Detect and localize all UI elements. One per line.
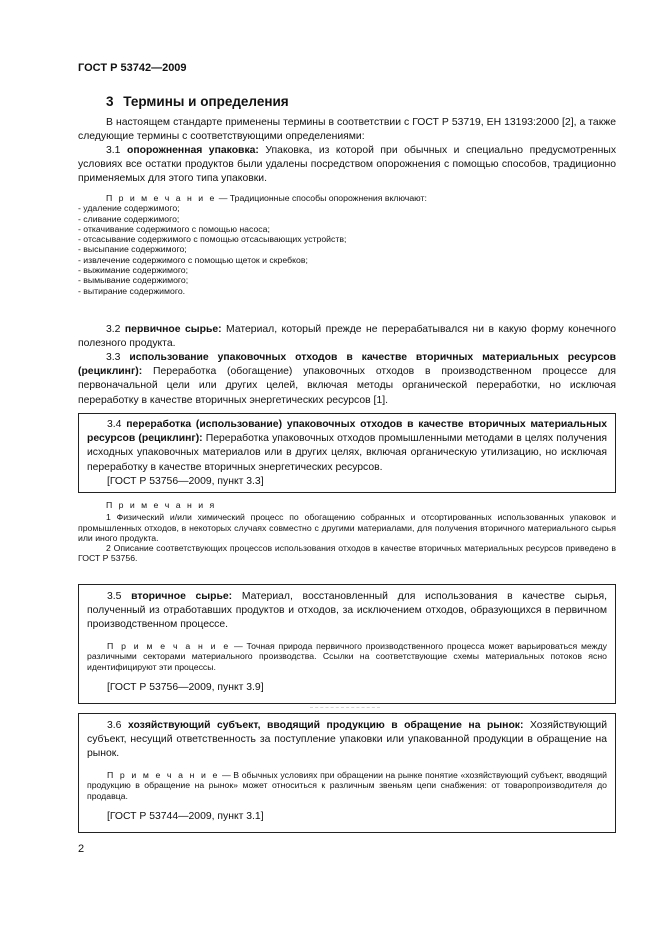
term-name: хозяйствующий субъект, вводящий продукцию в обращение на рынок: (127, 720, 524, 731)
term-definition: Переработка упаковочных отходов промышленными методами в целях получения исходных упаковочных материалов или в других целях, включая органическую утилизацию, но исключая переработку в качестве вторичных энергетических ресурсов. (87, 433, 608, 473)
document-header: ГОСТ Р 53742—2009 (78, 62, 187, 74)
note-2: 2 Описание соответствующих процессов использования отходов в качестве вторичных материальных ресурсов приведено в ГОСТ Р 53756. (78, 543, 616, 564)
term-3-2 (78, 323, 616, 351)
term-3-5-ref (87, 681, 607, 695)
section-heading (106, 94, 289, 109)
term-definition: Упаковка, из которой при обычных и специально предусмотренных условиях все остатки продуктов были удалены посредством опорожнения с помощью способов, традиционно применяемых для этого типа упаковки. (78, 145, 617, 185)
term-number: 3.1 (106, 145, 121, 156)
term-number: 3.4 (107, 419, 122, 430)
term-number: 3.6 (107, 720, 122, 731)
intro-paragraph (78, 116, 616, 144)
note-text: — В обычных условиях при обращении на рынке понятие «хозяйствующий субъект, вводящий продукцию в обращение на рынок» может относиться к различным звеньям цепи снабжения: от товаропроизводителя до продавца. (87, 770, 607, 801)
term-3-4-text (87, 418, 607, 475)
term-number: 3.3 (106, 352, 121, 363)
term-definition: Переработка (обогащение) упаковочных отходов в производственном процессе для первоначальной цели или других целей, включая методы органической переработки, но исключая переработку в качестве вторичных энергетических ресурсов [1]. (78, 366, 617, 406)
notes-3-4 (78, 500, 616, 564)
note-3-6 (87, 770, 607, 801)
term-definition: Материал, восстановленный для использования в качестве сырья, полученный из отработавших продуктов и отходов, за исключением отходов, образующихся в первичном производственном процессе. (87, 591, 607, 631)
note-label: П р и м е ч а н и е (106, 193, 217, 203)
term-3-2-text (78, 323, 616, 351)
term-3-5 (87, 590, 607, 633)
term-name: опорожненная упаковка: (126, 145, 259, 156)
list-item: - извлечение содержимого с помощью щеток и скребков; (78, 254, 308, 265)
faint-mark (310, 707, 380, 709)
note-3-1-list (78, 203, 616, 296)
notes-label: П р и м е ч а н и я (106, 500, 217, 510)
list-item: - откачивание содержимого с помощью насоса; (78, 223, 270, 234)
term-3-5-text (87, 590, 607, 633)
term-3-5-reference: [ГОСТ Р 53756—2009, пункт 3.9] (107, 682, 264, 693)
note-label: П р и м е ч а н и е (107, 641, 231, 651)
page-number: 2 (78, 843, 85, 855)
note-label: П р и м е ч а н и е (107, 770, 220, 780)
term-number: 3.5 (107, 591, 122, 602)
term-3-6-ref (87, 810, 607, 824)
section-number: 3 (106, 94, 114, 109)
note-3-1-head (78, 193, 616, 203)
list-item: - удаление содержимого; (78, 203, 180, 214)
list-item: - отсасывание содержимого с помощью отсасывающих устройств; (78, 234, 347, 245)
term-3-6-text (87, 719, 607, 762)
term-3-4-reference: [ГОСТ Р 53756—2009, пункт 3.3] (107, 475, 264, 487)
term-3-6 (87, 719, 607, 762)
note-text: — Точная природа первичного производственного процесса может варьироваться между различными секторами материального производства. Ссылки на соответствующие схемы материальных потоков ясно идентифицируют эти процессы. (87, 641, 607, 672)
note-3-1 (78, 193, 616, 296)
term-definition: Хозяйствующий субъект, несущий ответственность за поступление упаковки или упакованной продукции в обращение на рынок. (87, 720, 608, 760)
section-title: Термины и определения (123, 94, 289, 109)
note-1: 1 Физический и/или химический процесс по обогащению собранных и отсортированных использованных упаковок и промышленных отходов, в некоторых случаях совместно с другими материалами, для получения вторичного материального сырья или иного продукта. (78, 512, 616, 543)
term-3-1 (78, 144, 616, 187)
term-3-6-reference: [ГОСТ Р 53744—2009, пункт 3.1] (107, 811, 264, 822)
term-3-3 (78, 351, 616, 408)
term-3-3-text (78, 351, 616, 408)
term-name: вторичное сырье: (131, 591, 233, 602)
term-name: использование упаковочных отходов в качестве вторичных материальных ресурсов (рециклинг): (78, 352, 616, 378)
list-item: - выжимание содержимого; (78, 265, 189, 276)
term-definition: Материал, который прежде не перерабатывался ни в какую форму конечного полезного продукта. (78, 324, 616, 350)
intro-text: В настоящем стандарте применены термины в соответствии с ГОСТ Р 53719, ЕН 13193:2000 [2], а также следующие термины с соответствующими определениями: (78, 117, 616, 143)
note-3-5 (87, 641, 607, 672)
term-3-4 (87, 418, 607, 489)
list-item: - вытирание содержимого. (78, 285, 186, 296)
list-item: - высыпание содержимого; (78, 244, 187, 255)
term-number: 3.2 (106, 324, 121, 335)
term-3-1-text (78, 144, 616, 187)
note-text: — Традиционные способы опорожнения включают: (216, 193, 427, 203)
term-name: первичное сырье: (124, 324, 222, 335)
list-item: - сливание содержимого; (78, 213, 180, 224)
term-name: переработка (использование) упаковочных отходов в качестве вторичных материальных ресурсов (рециклинг): (87, 419, 607, 445)
list-item: - вымывание содержимого; (78, 275, 189, 286)
